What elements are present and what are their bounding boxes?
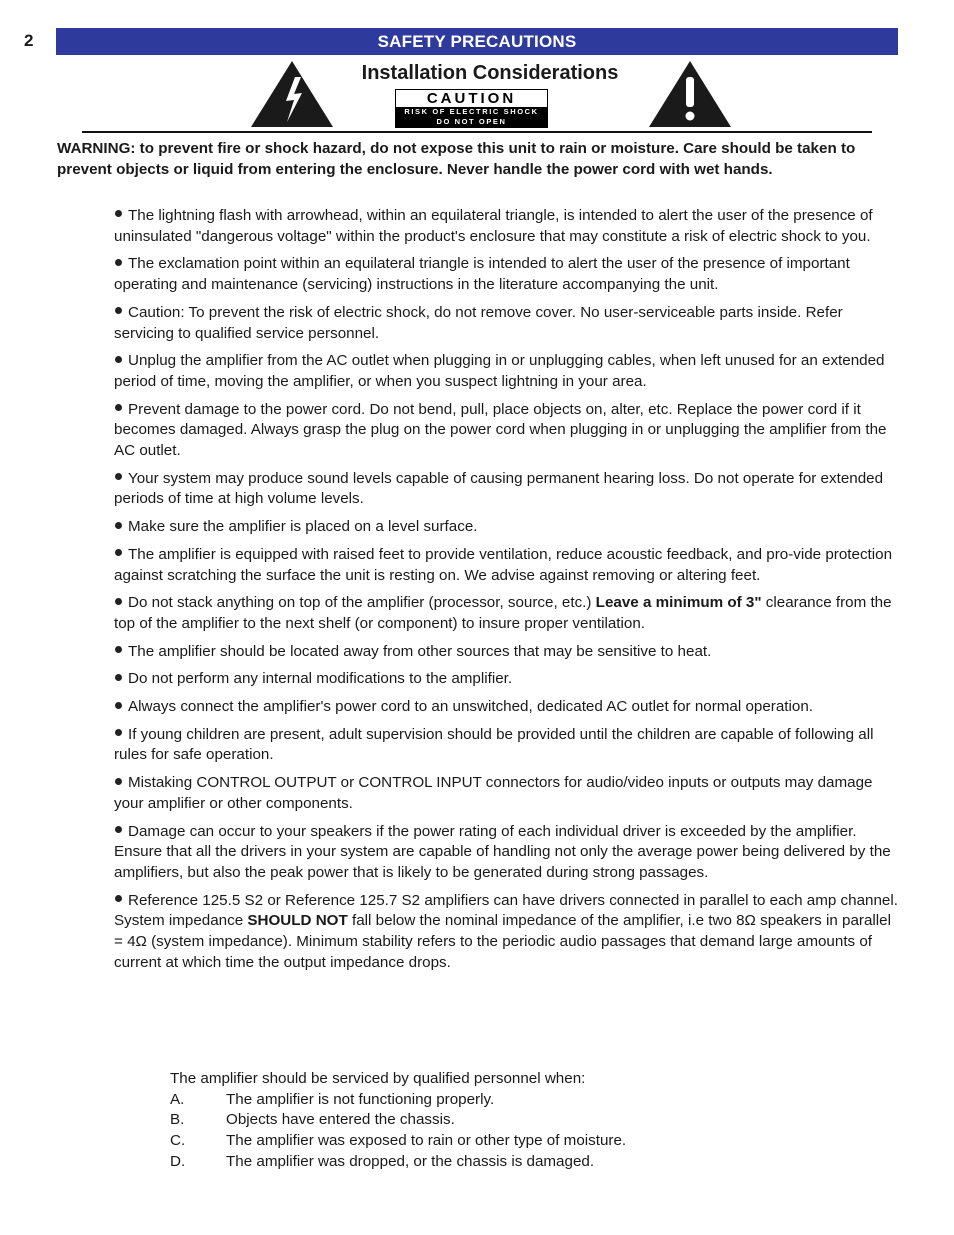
caution-title: CAUTION xyxy=(426,90,517,107)
bullet-text: Prevent damage to the power cord. Do not bend, pull, place objects on, alter, etc. Replace the power cord if it becomes damaged. Always grasp the plug on the power cord when plugging in or unplugging the amplifier from the AC outlet. xyxy=(114,400,887,460)
service-list xyxy=(170,1090,626,1173)
service-intro: The amplifier should be serviced by qualified personnel when: xyxy=(170,1070,586,1087)
bullet-text: The lightning flash with arrowhead, within an equilateral triangle, is intended to alert the user of the presence of uninsulated "dangerous voltage" within the product's enclosure that may constitute a risk of electric shock to you. xyxy=(114,207,873,245)
bullet-item xyxy=(114,400,899,462)
page-number: 2 xyxy=(24,31,34,50)
bullet-item xyxy=(114,469,899,510)
bullet-item xyxy=(114,517,899,538)
bullet-item xyxy=(114,891,899,974)
bullet-dot-icon xyxy=(115,895,122,902)
service-item xyxy=(170,1090,626,1111)
bullet-dot-icon xyxy=(115,522,122,529)
service-item-letter: D. xyxy=(170,1152,186,1170)
bullet-dot-icon xyxy=(115,646,122,653)
bullet-text: Do not stack anything on top of the amplifier (processor, source, etc.) xyxy=(128,594,596,612)
bullet-text: Your system may produce sound levels capable of causing permanent hearing loss. Do not operate for extended periods of time at high volume levels. xyxy=(114,469,884,508)
service-item-letter: A. xyxy=(170,1090,185,1108)
service-item-text: The amplifier is not functioning properly. xyxy=(226,1090,495,1108)
bullet-text: Reference 125.5 S2 or Reference 125.7 S2 amplifiers can have drivers connected in parallel to each amp channel. System impedance xyxy=(114,891,898,930)
service-item xyxy=(170,1152,626,1173)
service-item-text: Objects have entered the chassis. xyxy=(226,1111,455,1129)
bullet-dot-icon xyxy=(115,356,122,363)
exclamation-warning-icon xyxy=(648,60,732,128)
bullet-dot-icon xyxy=(115,674,122,681)
service-item xyxy=(170,1110,626,1131)
bullet-item xyxy=(114,697,899,718)
bullet-item xyxy=(114,303,899,344)
bullet-text: The exclamation point within an equilateral triangle is intended to alert the user of the presence of important operating and maintenance (servicing) instructions in the literature accompanying the unit. xyxy=(114,255,850,294)
bullet-text: Do not perform any internal modifications to the amplifier. xyxy=(128,670,513,688)
bullet-item xyxy=(114,642,899,663)
caution-subtext-panel xyxy=(396,107,547,128)
bullet-text: clearance from the top of the amplifier to the next shelf (or component) to insure proper ventilation. xyxy=(114,594,892,632)
bullet-text: Make sure the amplifier is placed on a level surface. xyxy=(128,518,478,536)
bullet-dot-icon xyxy=(115,259,122,266)
bullet-text: The amplifier is equipped with raised feet to provide ventilation, reduce acoustic feedback, and pro-vide protection against scratching the surface the unit is resting on. We advise against removing or altering feet. xyxy=(114,545,893,584)
bullet-text: Caution: To prevent the risk of electric shock, do not remove cover. No user-serviceable parts inside. Refer servicing to qualified service personnel. xyxy=(114,303,843,342)
bullet-item xyxy=(114,545,899,586)
bullet-text: Mistaking CONTROL OUTPUT or CONTROL INPUT connectors for audio/video inputs or outputs may damage your amplifier or other components. xyxy=(114,774,873,812)
service-item xyxy=(170,1131,626,1152)
service-item-text: The amplifier was dropped, or the chassis is damaged. xyxy=(226,1152,595,1170)
bullet-item xyxy=(114,822,899,884)
bullet-text: Always connect the amplifier's power cord to an unswitched, dedicated AC outlet for normal operation. xyxy=(128,698,814,716)
service-conditions xyxy=(170,1069,626,1173)
service-item-letter: C. xyxy=(170,1132,186,1150)
caution-label xyxy=(395,89,548,128)
bullet-text: Unplug the amplifier from the AC outlet when plugging in or unplugging cables, when left unused for an extended period of time, moving the amplifier, or when you suspect lightning in your area. xyxy=(114,352,885,390)
warning-paragraph: WARNING: to prevent fire or shock hazard, do not expose this unit to rain or moisture. Care should be taken to prevent objects or liquid from entering the enclosure. Never handle the power cord with wet hands. xyxy=(57,140,856,178)
bullet-text: If young children are present, adult supervision should be provided until the children are capable of following all rules for safe operation. xyxy=(114,725,874,764)
bullet-dot-icon xyxy=(115,702,122,709)
bullet-emphasis: Leave a minimum of 3" xyxy=(595,594,762,612)
bullet-item xyxy=(114,669,899,690)
bullet-text: fall below the nominal impedance of the amplifier, i.e two 8Ω speakers in parallel = 4Ω (system impedance). Minimum stability refers to the periodic audio passages that demand large amounts of current at which time the output impedance drops. xyxy=(114,912,891,971)
bullet-item xyxy=(114,351,899,392)
page-heading: Installation Considerations xyxy=(361,62,619,84)
bullet-dot-icon xyxy=(115,598,122,605)
bullet-dot-icon xyxy=(115,404,122,411)
service-item-letter: B. xyxy=(170,1111,185,1129)
bullet-dot-icon xyxy=(115,210,122,217)
bullet-emphasis: SHOULD NOT xyxy=(247,912,348,930)
divider-rule xyxy=(82,131,872,133)
safety-bullet-list xyxy=(114,206,899,981)
bullet-item xyxy=(114,254,899,295)
bullet-item xyxy=(114,593,899,634)
caution-line-1: RISK OF ELECTRIC SHOCK xyxy=(404,107,539,116)
bullet-item xyxy=(114,206,899,247)
service-item-text: The amplifier was exposed to rain or other type of moisture. xyxy=(226,1132,627,1150)
lightning-warning-icon xyxy=(250,60,334,128)
bullet-item xyxy=(114,773,899,814)
caution-line-2: DO NOT OPEN xyxy=(436,117,507,126)
bullet-dot-icon xyxy=(115,778,122,785)
bullet-text: The amplifier should be located away from other sources that may be sensitive to heat. xyxy=(128,642,712,660)
bullet-text: Damage can occur to your speakers if the power rating of each individual driver is exceeded by the amplifier. Ensure that all the drivers in your system are capable of handling not only the average power being delivered by the amplifiers, but also the peak power that is likely to be generated during strong passages. xyxy=(114,822,891,881)
section-title-bar: SAFETY PRECAUTIONS xyxy=(56,28,898,55)
bullet-dot-icon xyxy=(115,307,122,314)
bullet-dot-icon xyxy=(115,729,122,736)
bullet-item xyxy=(114,725,899,766)
bullet-dot-icon xyxy=(115,549,122,556)
bullet-dot-icon xyxy=(115,473,122,480)
bullet-dot-icon xyxy=(115,826,122,833)
